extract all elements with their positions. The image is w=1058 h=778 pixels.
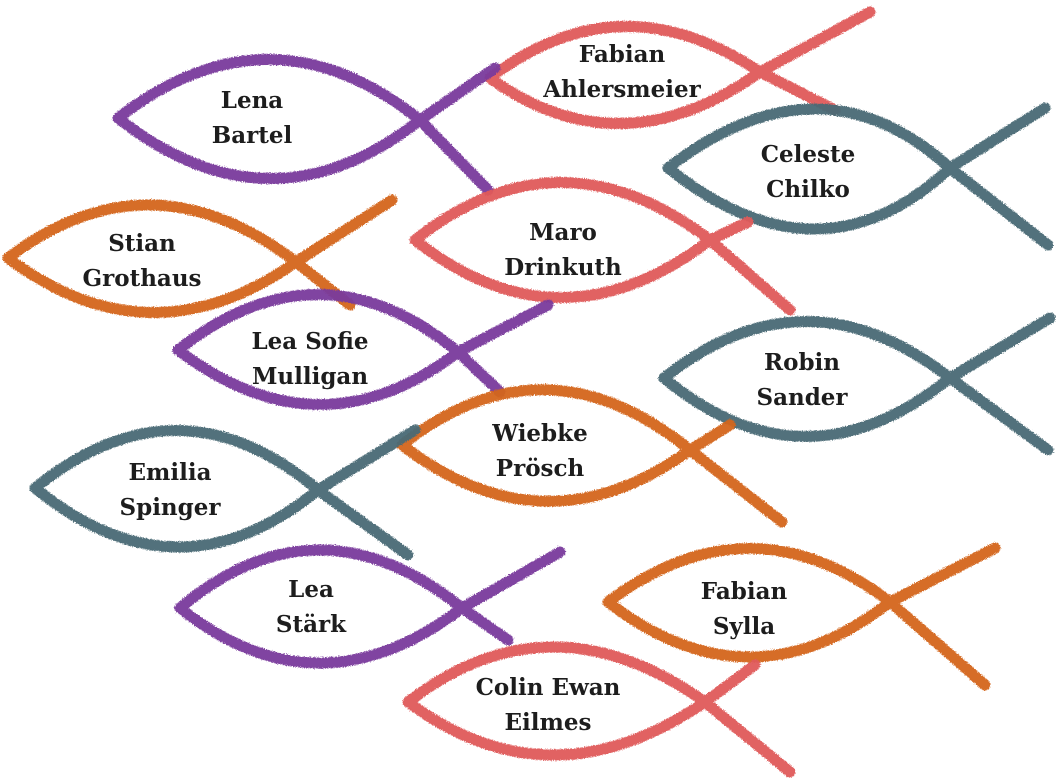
fish-last-name: Chilko xyxy=(766,176,850,203)
fish-mulligan xyxy=(178,294,548,404)
fish-first-name: Lea Sofie xyxy=(251,328,369,355)
fish-staerk xyxy=(180,550,560,663)
fish-first-name: Robin xyxy=(764,349,840,376)
fish-outline xyxy=(402,390,782,522)
fish-spinger xyxy=(35,430,415,555)
fish-last-name: Drinkuth xyxy=(504,254,622,281)
fish-last-name: Spinger xyxy=(119,494,221,521)
fish-chilko xyxy=(668,108,1048,245)
fish-outline xyxy=(415,183,790,311)
fish-first-name: Emilia xyxy=(128,459,212,486)
fish-outline xyxy=(118,59,495,190)
fish-last-name: Sylla xyxy=(712,613,776,640)
fish-eilmes xyxy=(408,647,790,772)
fish-outline xyxy=(35,430,415,555)
fish-first-name: Maro xyxy=(529,219,597,246)
fish-first-name: Fabian xyxy=(578,41,666,68)
fish-outline xyxy=(608,548,995,685)
fish-first-name: Fabian xyxy=(700,578,788,605)
fish-last-name: Sander xyxy=(756,384,848,411)
fish-last-name: Bartel xyxy=(211,122,293,149)
fish-drinkuth xyxy=(415,183,790,311)
fish-last-name: Grothaus xyxy=(82,265,202,292)
fish-first-name: Lena xyxy=(220,87,284,114)
fish-last-name: Stärk xyxy=(275,611,347,638)
fish-first-name: Stian xyxy=(108,230,176,257)
fish-first-name: Lea xyxy=(288,576,334,603)
fish-proesch xyxy=(402,390,782,522)
fish-first-name: Colin Ewan xyxy=(475,674,621,701)
fish-last-name: Mulligan xyxy=(251,363,369,390)
fish-first-name: Wiebke xyxy=(492,420,588,447)
fish-last-name: Eilmes xyxy=(504,709,592,736)
fish-outline xyxy=(668,108,1048,245)
fish-outline xyxy=(408,647,790,772)
fish-outline xyxy=(180,550,560,663)
fish-last-name: Prösch xyxy=(495,455,585,482)
fish-bartel xyxy=(118,59,495,190)
fish-sylla xyxy=(608,548,995,685)
fish-last-name: Ahlersmeier xyxy=(543,76,701,103)
fish-first-name: Celeste xyxy=(760,141,856,168)
